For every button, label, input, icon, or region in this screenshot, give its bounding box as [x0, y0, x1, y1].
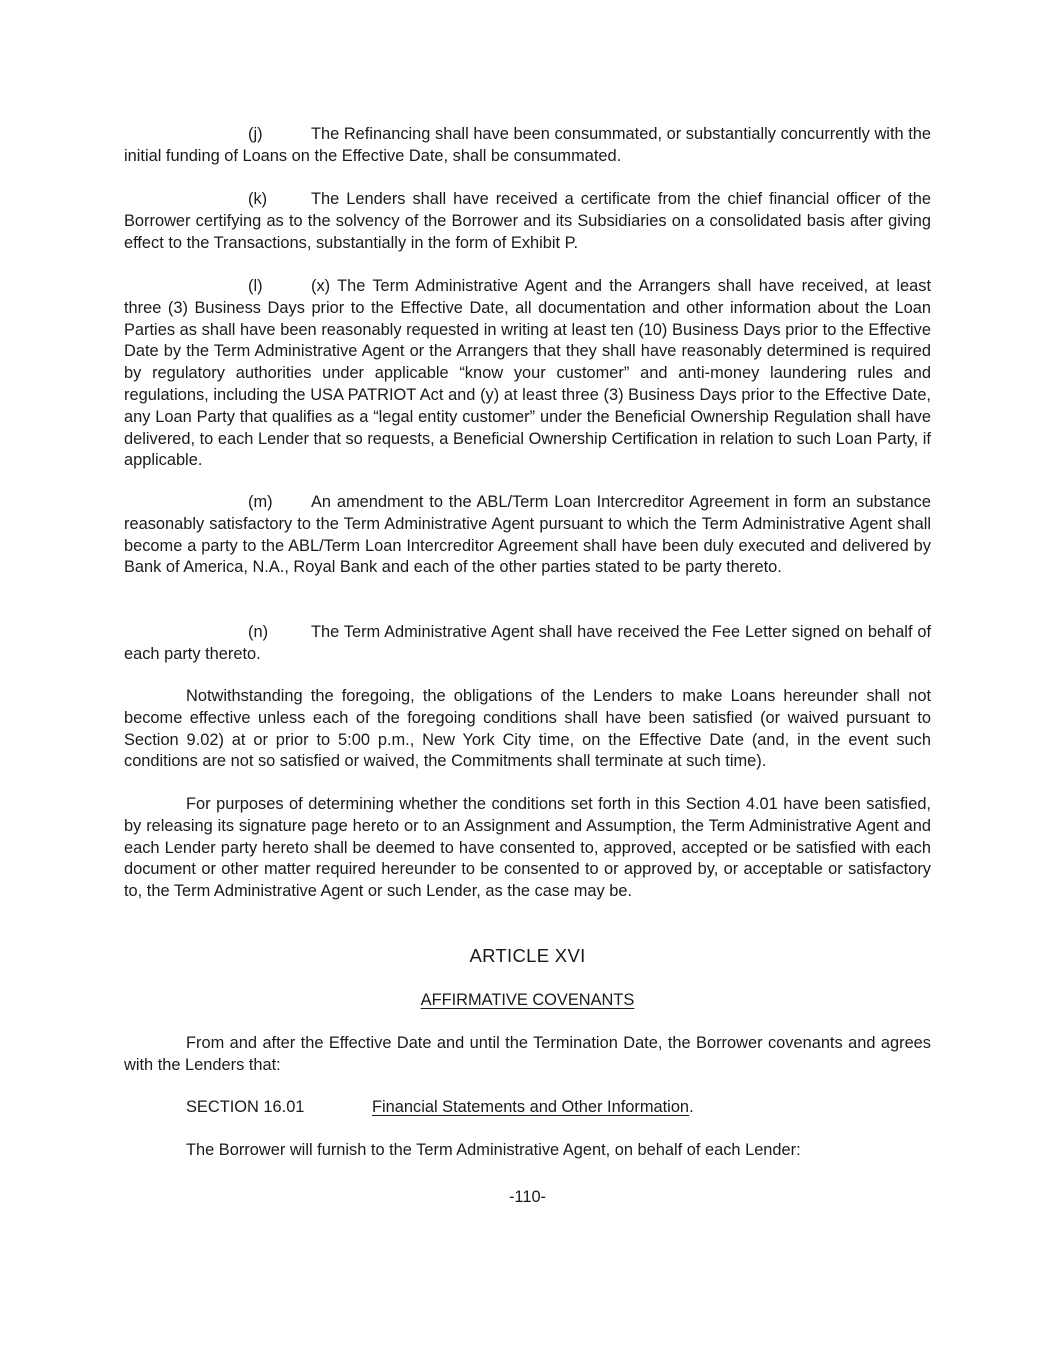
clause-label: (n)	[248, 623, 269, 641]
clause-k	[124, 189, 931, 254]
clause-text: The Refinancing shall have been consummated, or substantially concurrently with the initial funding of Loans on the Effective Date, shall be consummated.	[124, 125, 931, 165]
clause-text: (x) The Term Administrative Agent and the Arrangers shall have received, at least three (3) Business Days prior to the Effective Date, all documentation and other information about the Loan Parties as shall have been reasonably requested in writing at least ten (10) Business Days prior to the Effective Date by the Term Administrative Agent or the Arrangers that they shall have reasonably determined is required by regulatory authorities under applicable “know your customer” and anti-money laundering rules and regulations, including the USA PATRIOT Act and (y) at least three (3) Business Days prior to the Effective Date, any Loan Party that qualifies as a “legal entity customer” under the Beneficial Ownership Regulation shall have delivered, to each Lender that so requests, a Beneficial Ownership Certification in relation to such Loan Party, if applicable.	[124, 277, 931, 470]
section-number: SECTION 16.01	[186, 1098, 305, 1116]
section-title-suffix: .	[689, 1098, 694, 1116]
paragraph-text: Notwithstanding the foregoing, the obligations of the Lenders to make Loans hereunder shall not become effective unless each of the foregoing conditions shall have been satisfied (or waived pursuant to Section 9.02) at or prior to 5:00 p.m., New York City time, on the Effective Date (and, in the event such conditions are not so satisfied or waived, the Commitments shall terminate at such time).	[124, 687, 931, 771]
clause-text: The Term Administrative Agent shall have received the Fee Letter signed on behalf of each party thereto.	[124, 623, 931, 663]
article-subheading-text: AFFIRMATIVE COVENANTS	[420, 991, 635, 1009]
clause-m	[124, 492, 931, 579]
paragraph-text: For purposes of determining whether the conditions set forth in this Section 4.01 have been satisfied, by releasing its signature page hereto or to an Assignment and Assumption, the Term Administrative Agent and each Lender party hereto shall be deemed to have consented to, approved, accepted or be satisfied with each document or other matter required hereunder to be consented to or approved by, or acceptable or satisfactory to, the Term Administrative Agent or such Lender, as the case may be.	[124, 795, 931, 901]
notwithstanding-paragraph	[124, 686, 931, 773]
section-heading	[186, 1097, 694, 1119]
clause-label: (j)	[248, 125, 263, 143]
clause-text: An amendment to the ABL/Term Loan Intercreditor Agreement in form an substance reasonably satisfactory to the Term Administrative Agent pursuant to which the Term Administrative Agent shall become a party to the ABL/Term Loan Intercreditor Agreement shall have been duly executed and delivered by Bank of America, N.A., Royal Bank and each of the other parties stated to be party thereto.	[124, 493, 931, 577]
borrower-will-furnish-paragraph	[124, 1140, 931, 1162]
paragraph-text: From and after the Effective Date and until the Termination Date, the Borrower covenants and agrees with the Lenders that:	[124, 1034, 931, 1074]
clause-label: (m)	[248, 493, 273, 511]
paragraph-text: The Borrower will furnish to the Term Administrative Agent, on behalf of each Lender:	[186, 1141, 801, 1159]
clause-label: (k)	[248, 190, 268, 208]
section-title: Financial Statements and Other Information	[372, 1098, 690, 1116]
clause-text: The Lenders shall have received a certificate from the chief financial officer of the Borrower certifying as to the solvency of the Borrower and its Subsidiaries on a consolidated basis after giving effect to the Transactions, substantially in the form of Exhibit P.	[124, 190, 931, 252]
clause-l	[124, 276, 931, 472]
from-and-after-paragraph	[124, 1033, 931, 1077]
clause-n	[124, 622, 931, 666]
page-number: -110-	[508, 1188, 547, 1206]
clause-j	[124, 124, 931, 168]
clause-label: (l)	[248, 277, 263, 295]
for-purposes-paragraph	[124, 794, 931, 903]
article-heading: ARTICLE XVI	[469, 945, 586, 966]
article-subheading	[124, 990, 931, 1012]
